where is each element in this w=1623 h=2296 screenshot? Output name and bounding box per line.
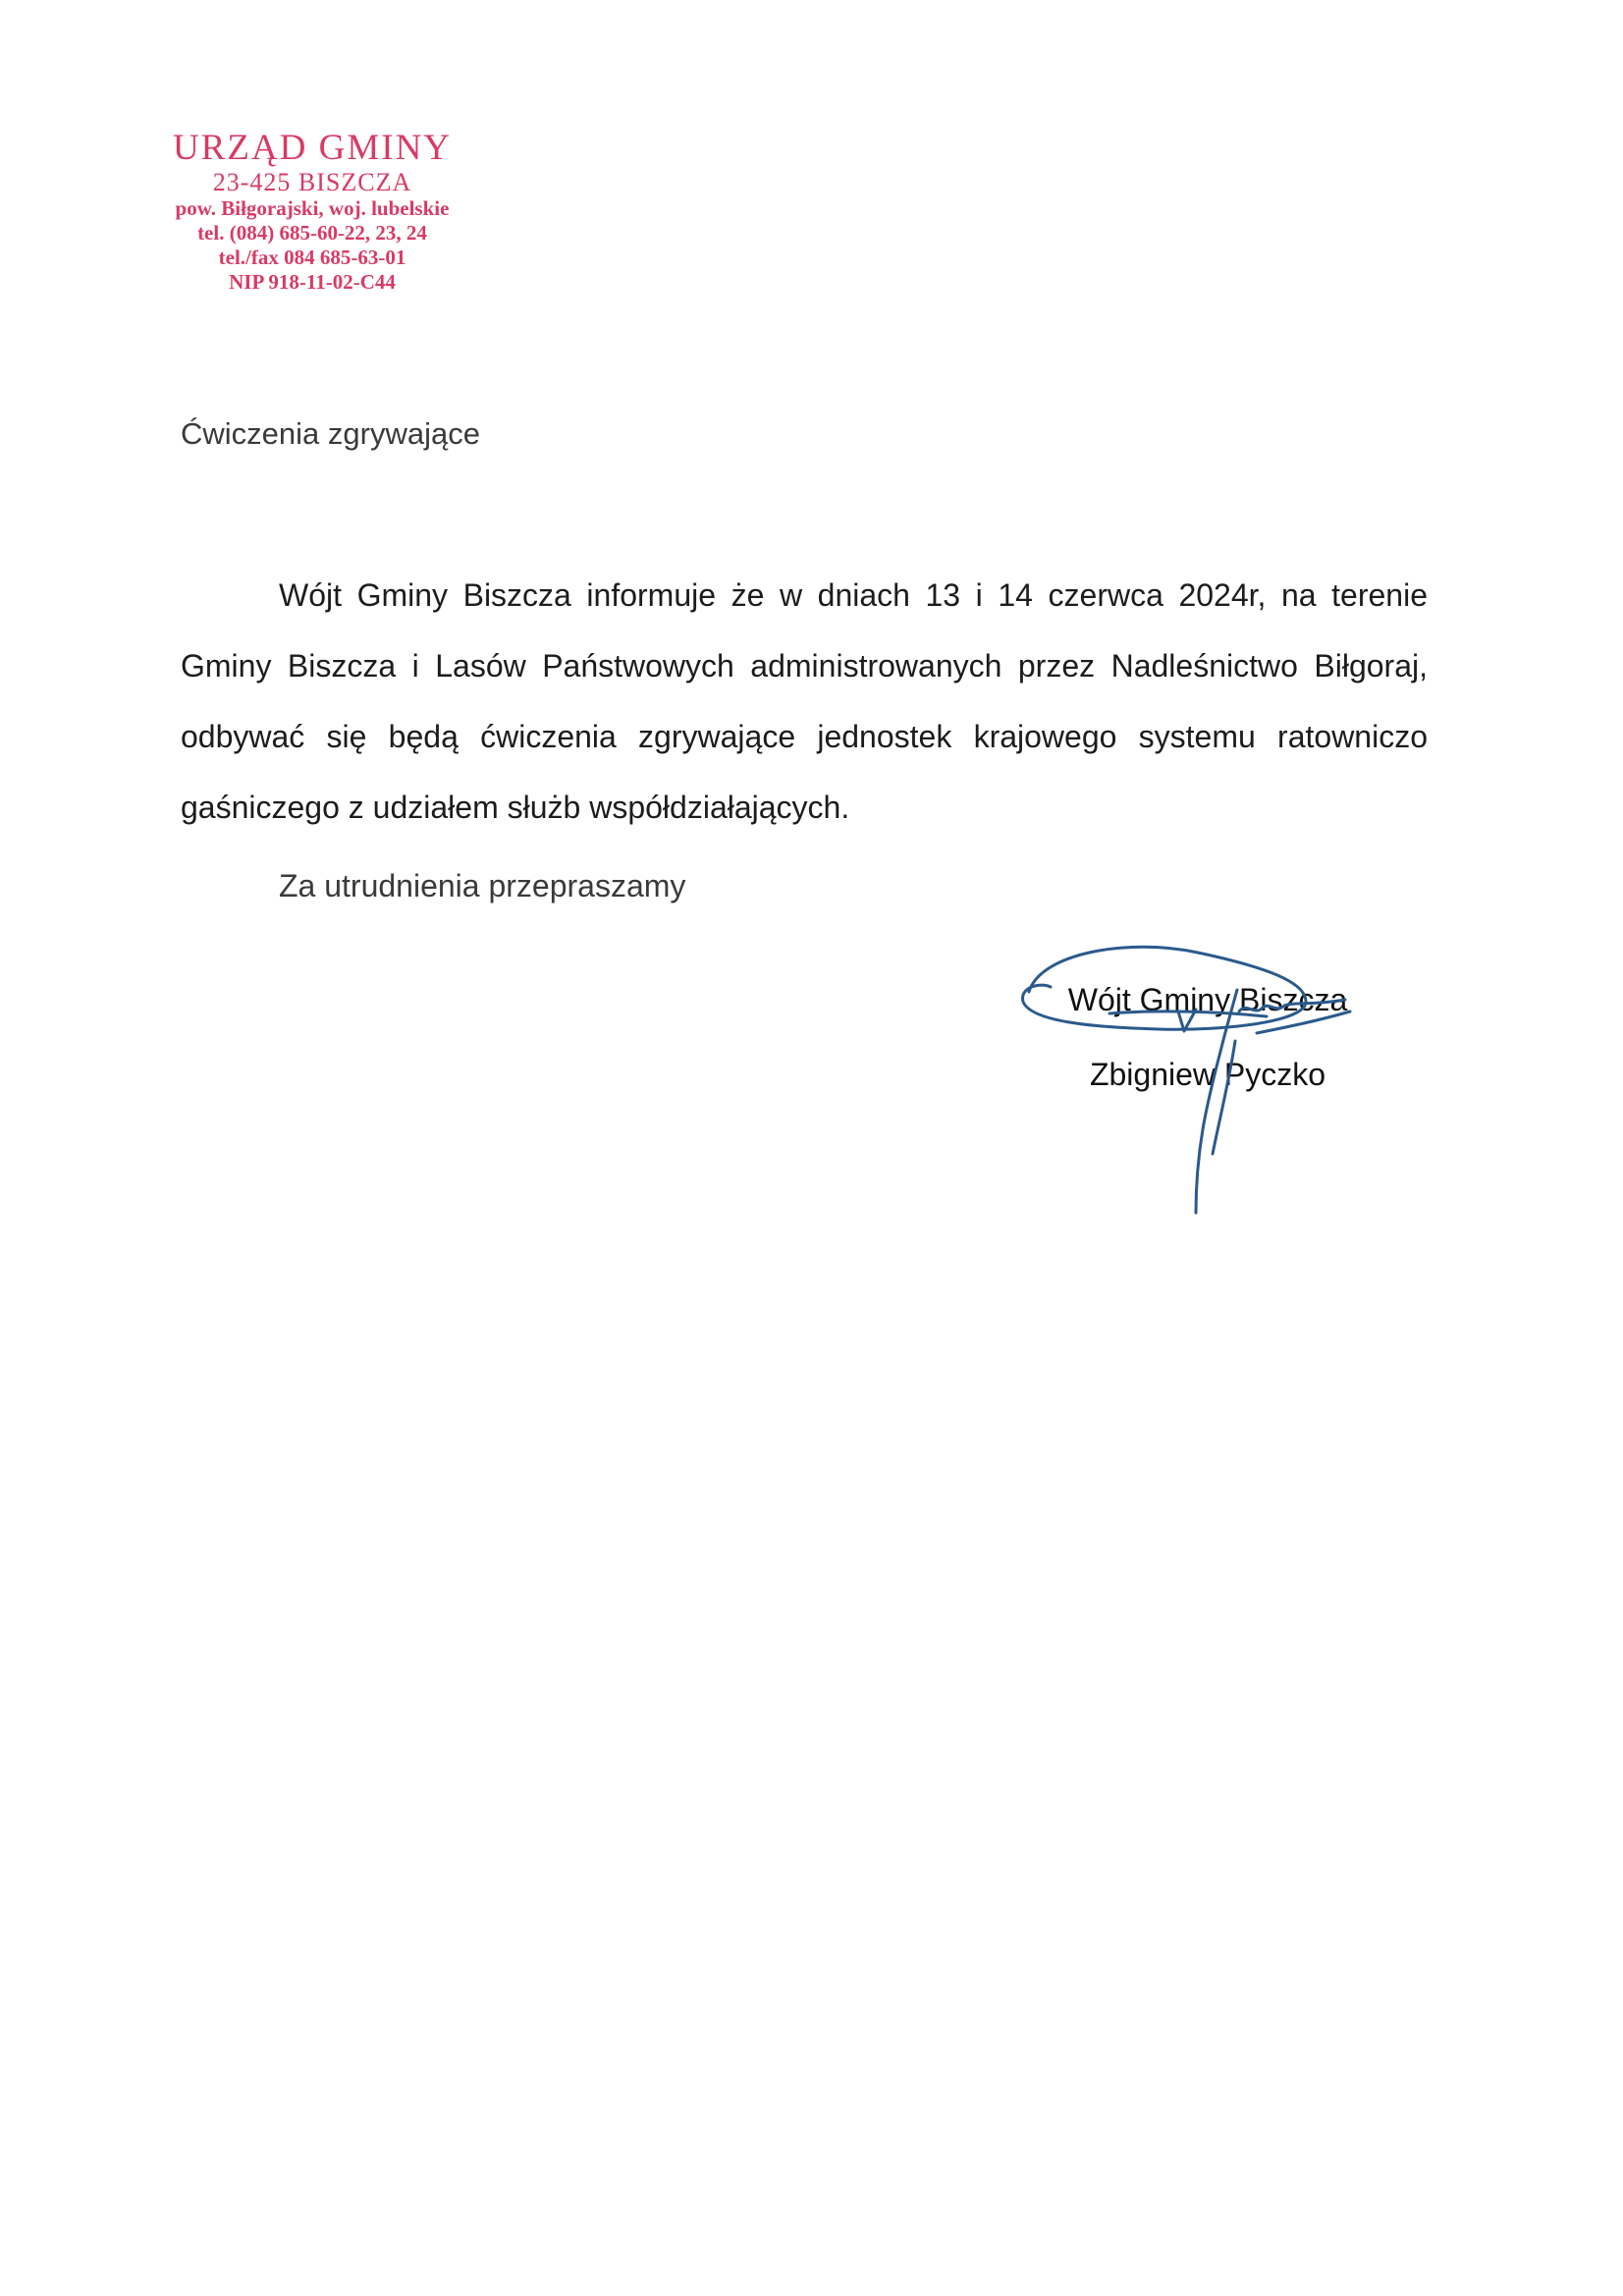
stamp-phone: tel. (084) 685-60-22, 23, 24 bbox=[197, 221, 427, 245]
signature-cross-stroke bbox=[1109, 1011, 1267, 1016]
document-title: Ćwiczenia zgrywające bbox=[181, 416, 480, 451]
stamp-region: pow. Biłgorajski, woj. lubelskie bbox=[175, 196, 450, 220]
stamp-title: URZĄD GMINY bbox=[172, 128, 453, 168]
stamp-address: 23-425 BISZCZA bbox=[212, 168, 412, 196]
signature-secondary-stroke bbox=[1213, 1041, 1235, 1154]
signature-flourish-stroke bbox=[1239, 1000, 1345, 1011]
stamp-fax: tel./fax 084 685-63-01 bbox=[218, 246, 406, 269]
signatory-position: Wójt Gminy Biszcza bbox=[1067, 982, 1348, 1017]
office-stamp bbox=[116, 130, 509, 297]
signatory-name: Zbigniew Pyczko bbox=[1089, 1057, 1326, 1092]
stamp-nip: NIP 918-11-02-C44 bbox=[229, 270, 396, 294]
handwritten-signature bbox=[1011, 943, 1365, 1228]
signature-vertical-stroke bbox=[1196, 990, 1237, 1213]
announcement-body: Wójt Gminy Biszcza informuje że w dniach 13 i 14 czerwca 2024r, na terenie Gminy Biszcza i Lasów Państwowych administrowanych przez Nadleśnictwo Biłgoraj, odbywać się będą ćwiczenia zgrywające jednostek krajowego systemu ratowniczo gaśniczego z udziałem służb współdziałających. bbox=[181, 577, 1428, 825]
closing-line: Za utrudnienia przepraszamy bbox=[279, 868, 686, 903]
